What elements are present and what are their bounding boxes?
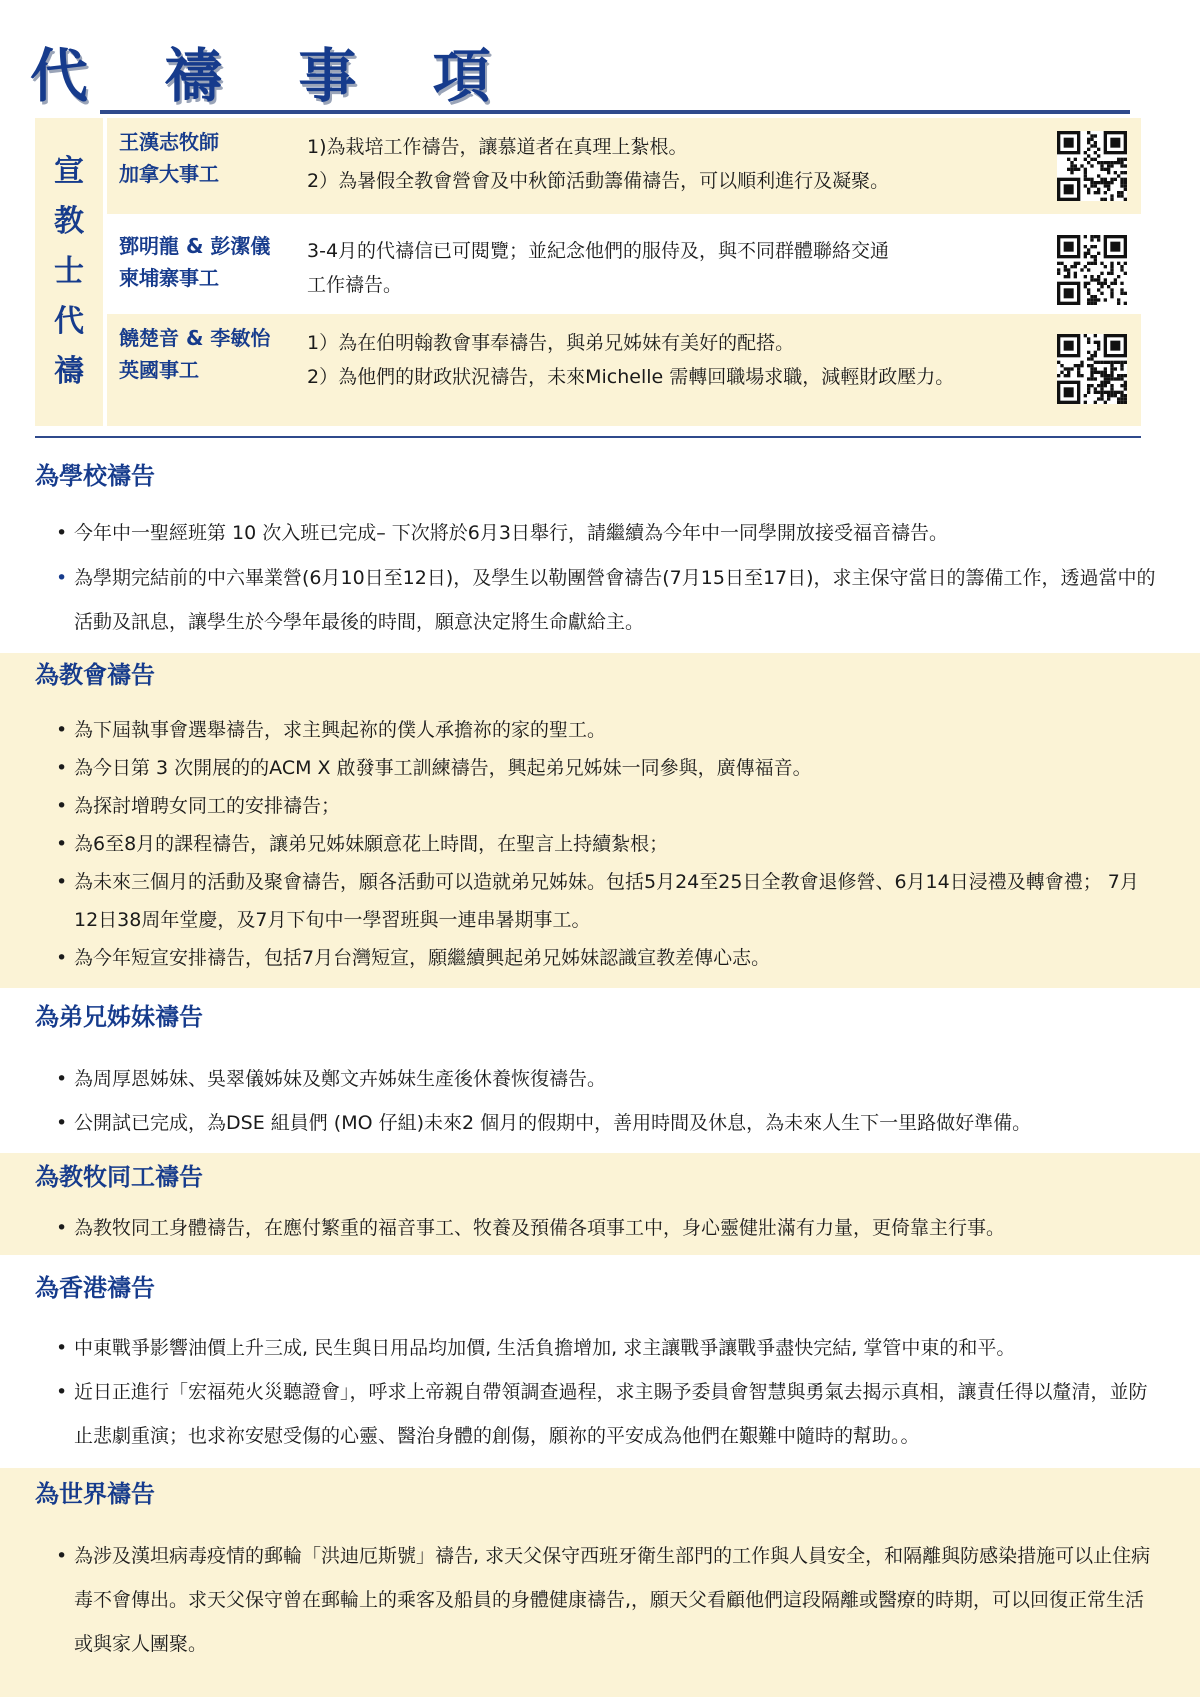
- prayer-list: [56, 1326, 1156, 1458]
- prayer-list: [56, 711, 1156, 977]
- request-line: 3-4月的代禱信已可閱覽；並紀念他們的服侍及，與不同群體聯絡交通: [307, 240, 890, 262]
- request-line: 2）為他們的財政狀況禱告，未來Michelle 需轉回職場求職，減輕財政壓力。: [307, 366, 955, 388]
- section-school: [0, 460, 1200, 650]
- prayer-item: • 為涉及漢坦病毒疫情的郵輪「洪迪厄斯號」禱告, 求天父保守西班牙衛生部門的工作與人員安全，和隔離與防感染措施可以止住病毒不會傳出。求天父保守曾在郵輪上的乘客及船員的身體健康禱告,，願天父看顧他們這段隔離或醫療的時期，可以回復正常生活或與家人團聚。: [56, 1534, 1154, 1666]
- prayer-list: [56, 1534, 1156, 1666]
- missionary-requests: [307, 130, 997, 198]
- prayer-item: • 為學期完結前的中六畢業營(6月10日至12日)，及學生以勒團營會禱告(7月15日至17日)，求主保守當日的籌備工作，透過當中的活動及訊息，讓學生於今學年最後的時間，願意決定將生命獻給主。: [56, 556, 1156, 644]
- prayer-list: [56, 516, 1156, 644]
- missionary-field: 英國事工: [119, 358, 199, 382]
- missionary-name: 王漢志牧師: [119, 130, 219, 154]
- missionary-row: [107, 314, 1141, 426]
- missionary-names: [119, 322, 309, 386]
- title-divider: [100, 110, 1130, 114]
- prayer-item: • 近日正進行「宏福苑火災聽證會」，呼求上帝親自帶領調查過程，求主賜予委員會智慧與勇氣去揭示真相，讓責任得以釐清，並防止悲劇重演；也求祢安慰受傷的心靈、醫治身體的創傷，願祢的平安成為他們在艱難中隨時的幫助。。: [56, 1370, 1154, 1458]
- section-heading: 為教牧同工禱告: [35, 1163, 203, 1191]
- missionary-names: [119, 230, 309, 294]
- section-heading: 為弟兄姊妹禱告: [35, 1003, 203, 1031]
- section-church: [0, 653, 1200, 988]
- section-heading: 為學校禱告: [35, 462, 155, 490]
- section-heading: 為教會禱告: [35, 661, 155, 689]
- request-line: 1)為栽培工作禱告，讓慕道者在真理上紮根。: [307, 136, 688, 158]
- section-staff: [0, 1153, 1200, 1255]
- prayer-item: • 為探討增聘女同工的安排禱告；: [56, 787, 1156, 825]
- missionary-row: [107, 118, 1141, 214]
- prayer-list: [56, 1057, 1156, 1145]
- request-line: 工作禱告。: [307, 274, 403, 296]
- prayer-item: • 公開試已完成，為DSE 組員們 (MO 仔組)未來2 個月的假期中，善用時間及休息，為未來人生下一里路做好準備。: [56, 1101, 1156, 1145]
- prayer-item: • 為下屆執事會選舉禱告，求主興起祢的僕人承擔祢的家的聖工。: [56, 711, 1156, 749]
- missionary-label-char: 士: [54, 254, 84, 289]
- missionary-block: [35, 118, 1141, 426]
- prayer-item: • 為周厚恩姊妹、吳翠儀姊妹及鄭文卉姊妹生產後休養恢復禱告。: [56, 1057, 1156, 1101]
- prayer-item: • 為6至8月的課程禱告，讓弟兄姊妹願意花上時間，在聖言上持續紮根；: [56, 825, 1156, 863]
- missionary-names: [119, 126, 309, 190]
- missionary-field: 柬埔寨事工: [119, 266, 219, 290]
- prayer-item: • 為今年短宣安排禱告，包括7月台灣短宣，願繼續興起弟兄姊妹認識宣教差傳心志。: [56, 939, 1156, 977]
- qr-code-icon[interactable]: [1057, 334, 1127, 404]
- missionary-label-char: 宣: [54, 154, 84, 189]
- missionary-label-char: 禱: [54, 354, 84, 389]
- missionary-requests: [307, 326, 1027, 394]
- missionary-name: 饒楚音 & 李敏怡: [119, 326, 271, 350]
- section-heading: 為香港禱告: [35, 1274, 155, 1302]
- prayer-item: • 為未來三個月的活動及聚會禱告，願各活動可以造就弟兄姊妹。包括5月24至25日全教會退修營、6月14日浸禮及轉會禮； 7月12日38周年堂慶，及7月下旬中一學習班與一連串暑期事工。: [56, 863, 1156, 939]
- missionary-row: [107, 222, 1141, 318]
- request-line: 2）為暑假全教會營會及中秋節活動籌備禱告，可以順利進行及凝聚。: [307, 170, 890, 192]
- missionary-requests: [307, 234, 997, 302]
- section-heading: 為世界禱告: [35, 1480, 155, 1508]
- missionary-label-char: 代: [54, 304, 84, 339]
- section-members: [0, 995, 1200, 1145]
- prayer-item: • 為今日第 3 次開展的的ACM X 啟發事工訓練禱告，興起弟兄姊妹一同參與，廣傳福音。: [56, 749, 1156, 787]
- section-hongkong: [0, 1262, 1200, 1462]
- section-world: [0, 1468, 1200, 1697]
- section-divider: [35, 436, 1141, 438]
- prayer-item: • 今年中一聖經班第 10 次入班已完成– 下次將於6月3日舉行，請繼續為今年中一同學開放接受福音禱告。: [56, 516, 1156, 550]
- missionary-label-char: 教: [54, 204, 84, 239]
- page-title: 代 禱 事 項: [30, 42, 519, 110]
- prayer-item: • 為教牧同工身體禱告，在應付繁重的福音事工、牧養及預備各項事工中，身心靈健壯滿有力量，更倚靠主行事。: [56, 1209, 1156, 1247]
- missionary-name: 鄧明龍 & 彭潔儀: [119, 234, 271, 258]
- prayer-item: • 中東戰爭影響油價上升三成, 民生與日用品均加價, 生活負擔增加, 求主讓戰爭讓戰爭盡快完結, 掌管中東的和平。: [56, 1326, 1156, 1370]
- request-line: 1）為在伯明翰教會事奉禱告，與弟兄姊妹有美好的配搭。: [307, 332, 795, 354]
- missionary-label: [35, 118, 103, 426]
- qr-code-icon[interactable]: [1057, 235, 1127, 305]
- missionary-field: 加拿大事工: [119, 162, 219, 186]
- prayer-list: [56, 1209, 1156, 1247]
- qr-code-icon[interactable]: [1057, 131, 1127, 201]
